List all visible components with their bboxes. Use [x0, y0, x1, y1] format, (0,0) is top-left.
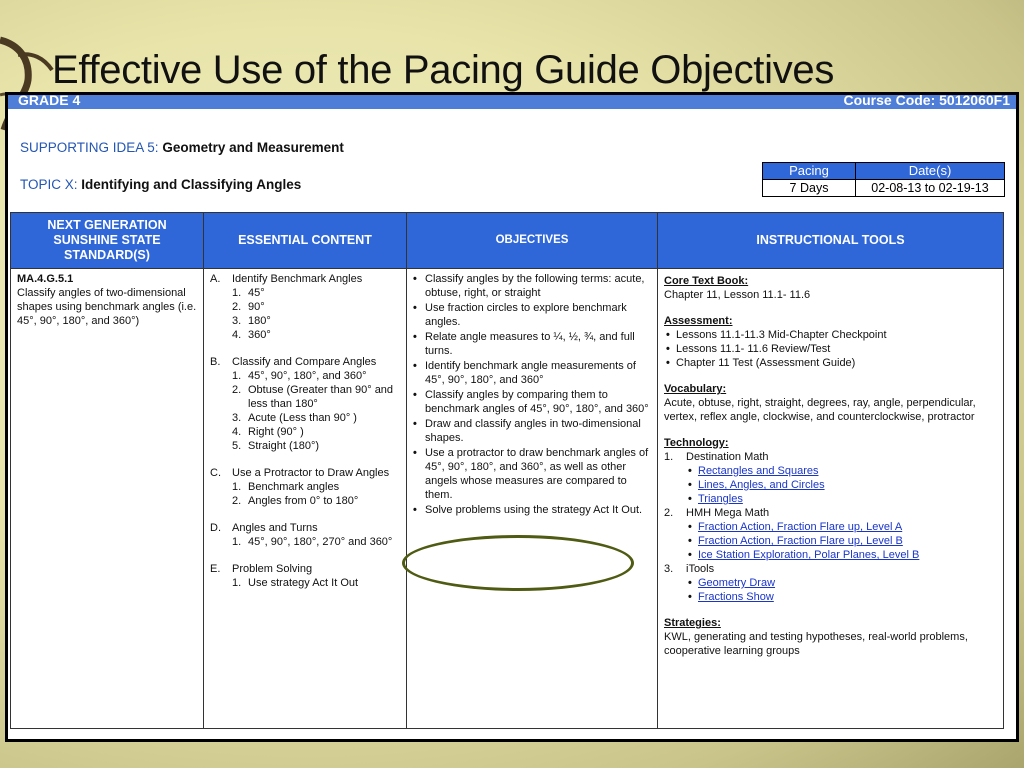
objective-item — [413, 272, 651, 300]
technology-item — [664, 562, 997, 576]
bullet-icon: • — [688, 465, 692, 477]
content-item — [232, 480, 400, 494]
content-section-marker: D. — [210, 522, 221, 534]
bullet-icon: • — [688, 521, 692, 533]
assessment-item — [664, 342, 997, 356]
technology-name: HMH Mega Math — [686, 507, 770, 519]
content-section-title: Angles and Turns — [232, 522, 318, 534]
objective-text: Classify angles by comparing them to benchmark angles of 45°, 90°, 180°, and 360° — [425, 389, 649, 415]
assessment-item — [664, 356, 997, 370]
content-item-number: 1. — [232, 481, 242, 493]
content-sublist — [210, 535, 400, 549]
content-item-number: 1. — [232, 577, 242, 589]
content-item-text: Acute (Less than 90° ) — [248, 412, 357, 424]
content-section-marker: A. — [210, 273, 221, 285]
content-item — [232, 439, 400, 453]
technology-link-item — [664, 576, 997, 590]
content-item-number: 5. — [232, 440, 242, 452]
objective-item — [413, 301, 651, 329]
objective-text: Relate angle measures to ¼, ½, ¾, and full turns. — [425, 331, 635, 357]
objectives-column — [407, 213, 658, 728]
content-item — [232, 369, 400, 383]
content-item-number: 2. — [232, 301, 242, 313]
content-item — [232, 314, 400, 328]
bullet-icon: • — [413, 418, 417, 430]
content-item-number: 4. — [232, 426, 242, 438]
content-section-heading — [210, 355, 400, 369]
content-section-title: Classify and Compare Angles — [232, 356, 377, 368]
technology-link[interactable]: Geometry Draw — [698, 577, 776, 589]
content-item-text: Benchmark angles — [248, 481, 340, 493]
course-code: Course Code: 5012060F1 — [843, 95, 1010, 108]
objective-text: Use a protractor to draw benchmark angles of 45°, 90°, 180°, and 360°, as well as other angels whose measures are compared to them. — [425, 447, 649, 501]
pacing-table — [762, 162, 1005, 197]
technology-link-item — [664, 492, 997, 506]
objective-item — [413, 417, 651, 445]
topic-label: TOPIC X: — [20, 177, 78, 192]
content-item-number: 3. — [232, 315, 242, 327]
technology-link[interactable]: Ice Station Exploration, Polar Planes, Level B — [698, 549, 920, 561]
content-item-text: Angles from 0° to 180° — [248, 495, 359, 507]
content-item — [232, 383, 400, 411]
bullet-icon: • — [413, 273, 417, 285]
content-item-number: 1. — [232, 536, 242, 548]
content-item-text: 45° — [248, 287, 265, 299]
content-sublist — [210, 286, 400, 342]
technology-name: iTools — [686, 563, 715, 575]
standard-code: MA.4.G.5.1 — [17, 273, 74, 285]
objective-text: Identify benchmark angle measurements of 45°, 90°, 180°, and 360° — [425, 360, 636, 386]
content-section-heading — [210, 521, 400, 535]
content-section-title: Use a Protractor to Draw Angles — [232, 467, 390, 479]
objective-item — [413, 388, 651, 416]
supporting-idea-label: SUPPORTING IDEA 5: — [20, 140, 159, 155]
content-item-number: 2. — [232, 384, 242, 396]
standards-header: NEXT GENERATION SUNSHINE STATE STANDARD(S) — [11, 213, 203, 269]
content-item — [232, 576, 400, 590]
technology-number: 2. — [664, 507, 674, 519]
content-item-text: 90° — [248, 301, 265, 313]
bullet-icon: • — [688, 577, 692, 589]
content-sublist — [210, 369, 400, 453]
content-item — [232, 535, 400, 549]
standard-text: Classify angles of two-dimensional shapes using benchmark angles (i.e. 45°, 90°, 180°, and 360°) — [17, 287, 197, 327]
pacing-dates: 02-08-13 to 02-19-13 — [856, 180, 1005, 197]
content-section-heading — [210, 562, 400, 576]
technology-link-item — [664, 590, 997, 604]
content-section-title: Identify Benchmark Angles — [232, 273, 363, 285]
technology-link[interactable]: Fraction Action, Fraction Flare up, Level B — [698, 535, 903, 547]
vocabulary-text: Acute, obtuse, right, straight, degrees, ray, angle, perpendicular, vertex, reflex angle, clockwise, and counterclockwise, protractor — [664, 397, 976, 423]
objectives-list — [407, 269, 657, 521]
technology-link[interactable]: Fractions Show — [698, 591, 774, 603]
content-section — [210, 355, 400, 453]
assessment-text: Lessons 11.1-11.3 Mid-Chapter Checkpoint — [676, 329, 887, 341]
topic-value: Identifying and Classifying Angles — [81, 177, 302, 192]
content-item-text: 180° — [248, 315, 271, 327]
bullet-icon: • — [666, 329, 670, 341]
technology-number: 1. — [664, 451, 674, 463]
technology-link-item — [664, 520, 997, 534]
technology-item — [664, 450, 997, 464]
bullet-icon: • — [666, 343, 670, 355]
content-item — [232, 286, 400, 300]
objective-item — [413, 446, 651, 502]
content-section-marker: E. — [210, 563, 221, 575]
supporting-idea-value: Geometry and Measurement — [162, 140, 344, 155]
content-section-marker: B. — [210, 356, 221, 368]
bullet-icon: • — [413, 331, 417, 343]
content-item-text: 45°, 90°, 180°, and 360° — [248, 370, 367, 382]
content-item-number: 1. — [232, 370, 242, 382]
objective-text: Classify angles by the following terms: acute, obtuse, right, or straight — [425, 273, 645, 299]
content-section-heading — [210, 272, 400, 286]
bullet-icon: • — [413, 504, 417, 516]
bullet-icon: • — [688, 549, 692, 561]
content-item — [232, 300, 400, 314]
objective-item — [413, 503, 651, 517]
content-item-number: 3. — [232, 412, 242, 424]
bullet-icon: • — [688, 535, 692, 547]
bullet-icon: • — [413, 447, 417, 459]
assessment-text: Lessons 11.1- 11.6 Review/Test — [676, 343, 831, 355]
content-header: ESSENTIAL CONTENT — [204, 213, 406, 269]
strategies-text: KWL, generating and testing hypotheses, real-world problems, cooperative learning groups — [664, 631, 968, 657]
content-section-title: Problem Solving — [232, 563, 313, 575]
content-item-text: 360° — [248, 329, 271, 341]
pacing-guide-document — [5, 92, 1019, 742]
content-item-text: Straight (180°) — [248, 440, 320, 452]
content-item — [232, 328, 400, 342]
content-item — [232, 425, 400, 439]
technology-link[interactable]: Triangles — [698, 493, 743, 505]
bullet-icon: • — [666, 357, 670, 369]
technology-name: Destination Math — [686, 451, 769, 463]
content-item-text: Right (90° ) — [248, 426, 304, 438]
content-section — [210, 521, 400, 549]
vocabulary-heading: Vocabulary: — [664, 383, 727, 395]
tools-header: INSTRUCTIONAL TOOLS — [658, 213, 1003, 269]
bullet-icon: • — [688, 591, 692, 603]
core-text-value: Chapter 11, Lesson 11.1- 11.6 — [664, 289, 811, 301]
objective-text: Solve problems using the strategy Act It Out. — [425, 504, 643, 516]
bullet-icon: • — [413, 360, 417, 372]
content-sublist — [210, 576, 400, 590]
pacing-days: 7 Days — [763, 180, 856, 197]
technology-heading: Technology: — [664, 437, 729, 449]
objectives-header: OBJECTIVES — [407, 213, 657, 269]
content-column — [204, 213, 407, 728]
content-item-number: 4. — [232, 329, 242, 341]
technology-link-item — [664, 464, 997, 478]
bullet-icon: • — [413, 389, 417, 401]
grade-bar — [8, 95, 1016, 109]
content-item-text: Obtuse (Greater than 90° and less than 180° — [248, 384, 394, 410]
supporting-idea — [20, 140, 344, 155]
content-section — [210, 466, 400, 508]
content-section-marker: C. — [210, 467, 221, 479]
grade-label: GRADE 4 — [18, 95, 81, 108]
topic — [20, 177, 301, 192]
content-section — [210, 272, 400, 342]
tools-column — [658, 213, 1003, 728]
content-section — [210, 562, 400, 590]
technology-link-item — [664, 534, 997, 548]
strategies-heading: Strategies: — [664, 617, 721, 629]
technology-link[interactable]: Rectangles and Squares — [698, 465, 819, 477]
dates-header: Date(s) — [856, 163, 1005, 180]
technology-number: 3. — [664, 563, 674, 575]
standards-column — [11, 213, 204, 728]
content-sublist — [210, 480, 400, 508]
content-item-number: 1. — [232, 287, 242, 299]
content-item — [232, 411, 400, 425]
content-item-text: Use strategy Act It Out — [248, 577, 359, 589]
bullet-icon: • — [688, 493, 692, 505]
technology-link[interactable]: Fraction Action, Fraction Flare up, Level A — [698, 521, 903, 533]
content-list — [204, 269, 406, 606]
technology-link-item — [664, 548, 997, 562]
objective-item — [413, 330, 651, 358]
objective-text: Draw and classify angles in two-dimensional shapes. — [425, 418, 641, 444]
technology-link-item — [664, 478, 997, 492]
content-item-number: 2. — [232, 495, 242, 507]
slide-title: Effective Use of the Pacing Guide Objectives — [52, 48, 835, 92]
objective-text: Use fraction circles to explore benchmark angles. — [425, 302, 627, 328]
standards-table — [10, 212, 1004, 729]
core-text-heading: Core Text Book: — [664, 275, 749, 287]
bullet-icon: • — [688, 479, 692, 491]
assessment-text: Chapter 11 Test (Assessment Guide) — [676, 357, 856, 369]
tools-list — [658, 269, 1003, 661]
technology-item — [664, 506, 997, 520]
technology-link[interactable]: Lines, Angles, and Circles — [698, 479, 825, 491]
objective-item — [413, 359, 651, 387]
content-section-heading — [210, 466, 400, 480]
assessment-heading: Assessment: — [664, 315, 733, 327]
pacing-header: Pacing — [763, 163, 856, 180]
content-item — [232, 494, 400, 508]
assessment-item — [664, 328, 997, 342]
content-item-text: 45°, 90°, 180°, 270° and 360° — [248, 536, 393, 548]
bullet-icon: • — [413, 302, 417, 314]
